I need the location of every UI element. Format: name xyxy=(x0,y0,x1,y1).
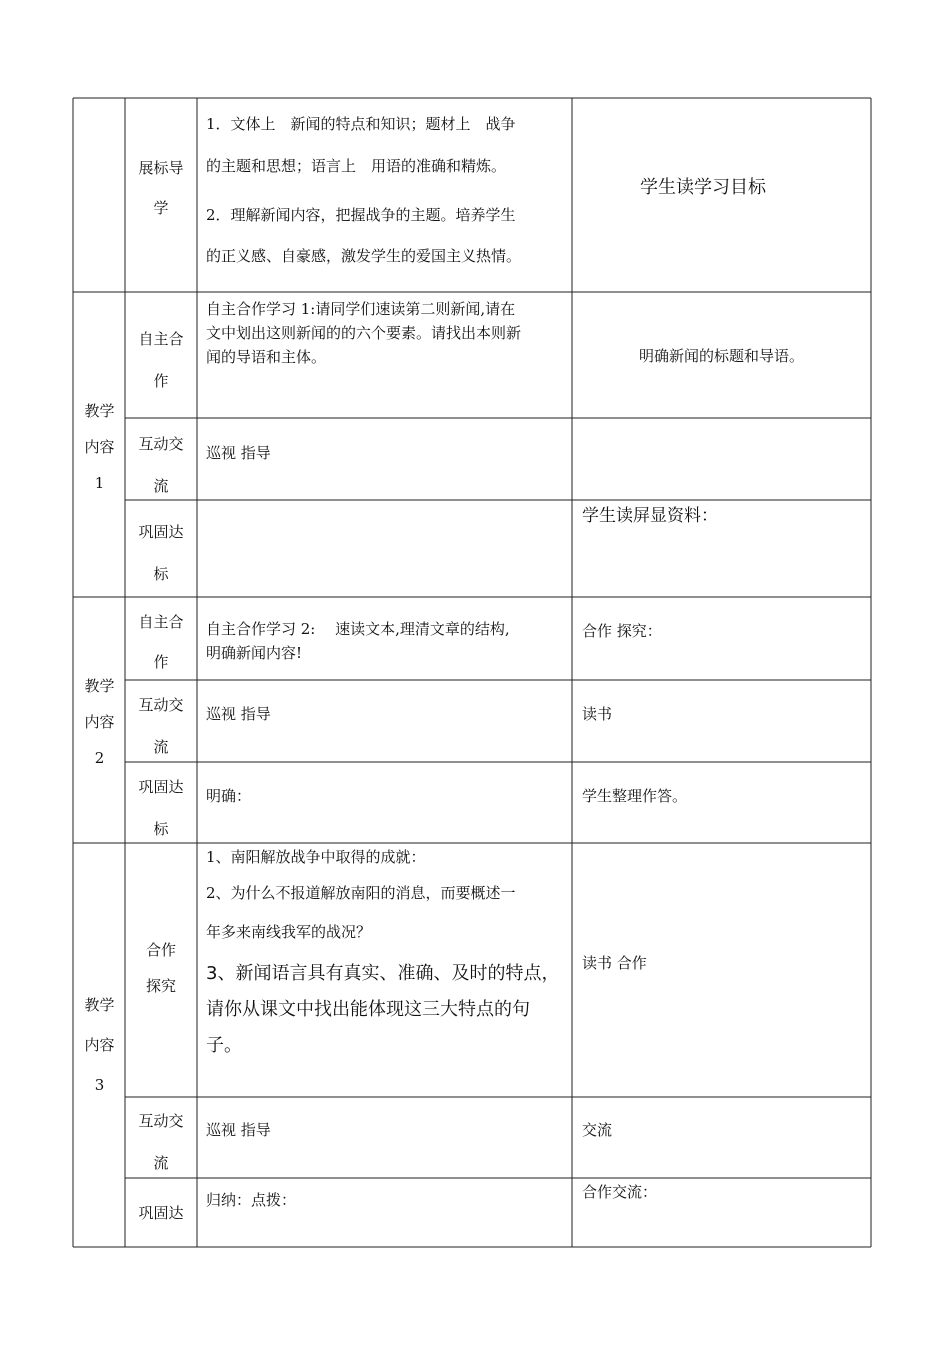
hezuo-3-big-text: 3、新闻语言具有真实、准确、及时的特点， 请你从课文中找出能体现这三大特点的句 子。 xyxy=(206,963,560,1056)
hudong-2-student: 读书 xyxy=(582,705,613,723)
hezuo-3-line-2: 2、为什么不报道解放南阳的消息，而要概述一 xyxy=(206,884,516,902)
row-label-hezuo-3: 合作 探究 xyxy=(145,941,176,995)
hudong-1-content: 巡视 指导 xyxy=(206,444,271,462)
hezuo-3-line-1: 1、南阳解放战争中取得的成就： xyxy=(206,848,426,866)
hudong-3-content: 巡视 指导 xyxy=(206,1121,271,1139)
zhanbiao-line-4: 的正义感、自豪感，激发学生的爱国主义热情。 xyxy=(206,247,522,265)
row-label-gonggu-2: 巩固达 标 xyxy=(138,778,184,838)
row-label-gonggu-3: 巩固达 xyxy=(138,1204,184,1222)
zizhu-1-student: 明确新闻的标题和导语。 xyxy=(638,347,804,365)
row-label-zizhu-2: 自主合 作 xyxy=(138,613,184,671)
row-label-zizhu-1: 自主合 作 xyxy=(138,330,184,390)
row-label-hudong-1: 互动交 流 xyxy=(138,435,184,495)
student-read-goals: 学生读学习目标 xyxy=(640,177,766,198)
gonggu-3-student: 合作交流： xyxy=(582,1183,658,1201)
gonggu-1-student: 学生读屏显资料： xyxy=(582,506,718,526)
gonggu-3-content: 归纳：点拨： xyxy=(206,1191,297,1209)
row-label-hudong-3: 互动交 流 xyxy=(138,1112,184,1172)
section-title-3: 教学 内容 3 xyxy=(84,996,115,1094)
hezuo-3-student: 读书 合作 xyxy=(582,954,647,972)
zizhu-1-content: 自主合作学习 1:请同学们速读第二则新闻,请在 文中划出这则新闻的的六个要素。请找出本则新 闻的导语和主体。 xyxy=(206,300,522,366)
zhanbiao-line-1: 1．文体上 新闻的特点和知识；题材上 战争 xyxy=(206,115,516,133)
row-label-hudong-2: 互动交 流 xyxy=(138,696,184,756)
row-label-zhanbiao: 展标导 学 xyxy=(138,159,184,217)
hezuo-3-line-3: 年多来南线我军的战况？ xyxy=(206,923,372,941)
zhanbiao-line-3: 2．理解新闻内容，把握战争的主题。培养学生 xyxy=(206,206,516,224)
zizhu-2-student: 合作 探究： xyxy=(582,622,662,640)
zizhu-2-content: 自主合作学习 2: 速读文本,理清文章的结构, 明确新闻内容! xyxy=(206,620,510,662)
section-title-1: 教学 内容 1 xyxy=(84,402,115,492)
hudong-2-content: 巡视 指导 xyxy=(206,705,271,723)
gonggu-2-content: 明确： xyxy=(206,787,252,805)
zhanbiao-line-2: 的主题和思想；语言上 用语的准确和精炼。 xyxy=(206,157,507,175)
section-title-2: 教学 内容 2 xyxy=(84,677,115,767)
hudong-3-student: 交流 xyxy=(582,1121,613,1139)
row-label-gonggu-1: 巩固达 标 xyxy=(138,523,184,583)
gonggu-2-student: 学生整理作答。 xyxy=(582,787,688,805)
